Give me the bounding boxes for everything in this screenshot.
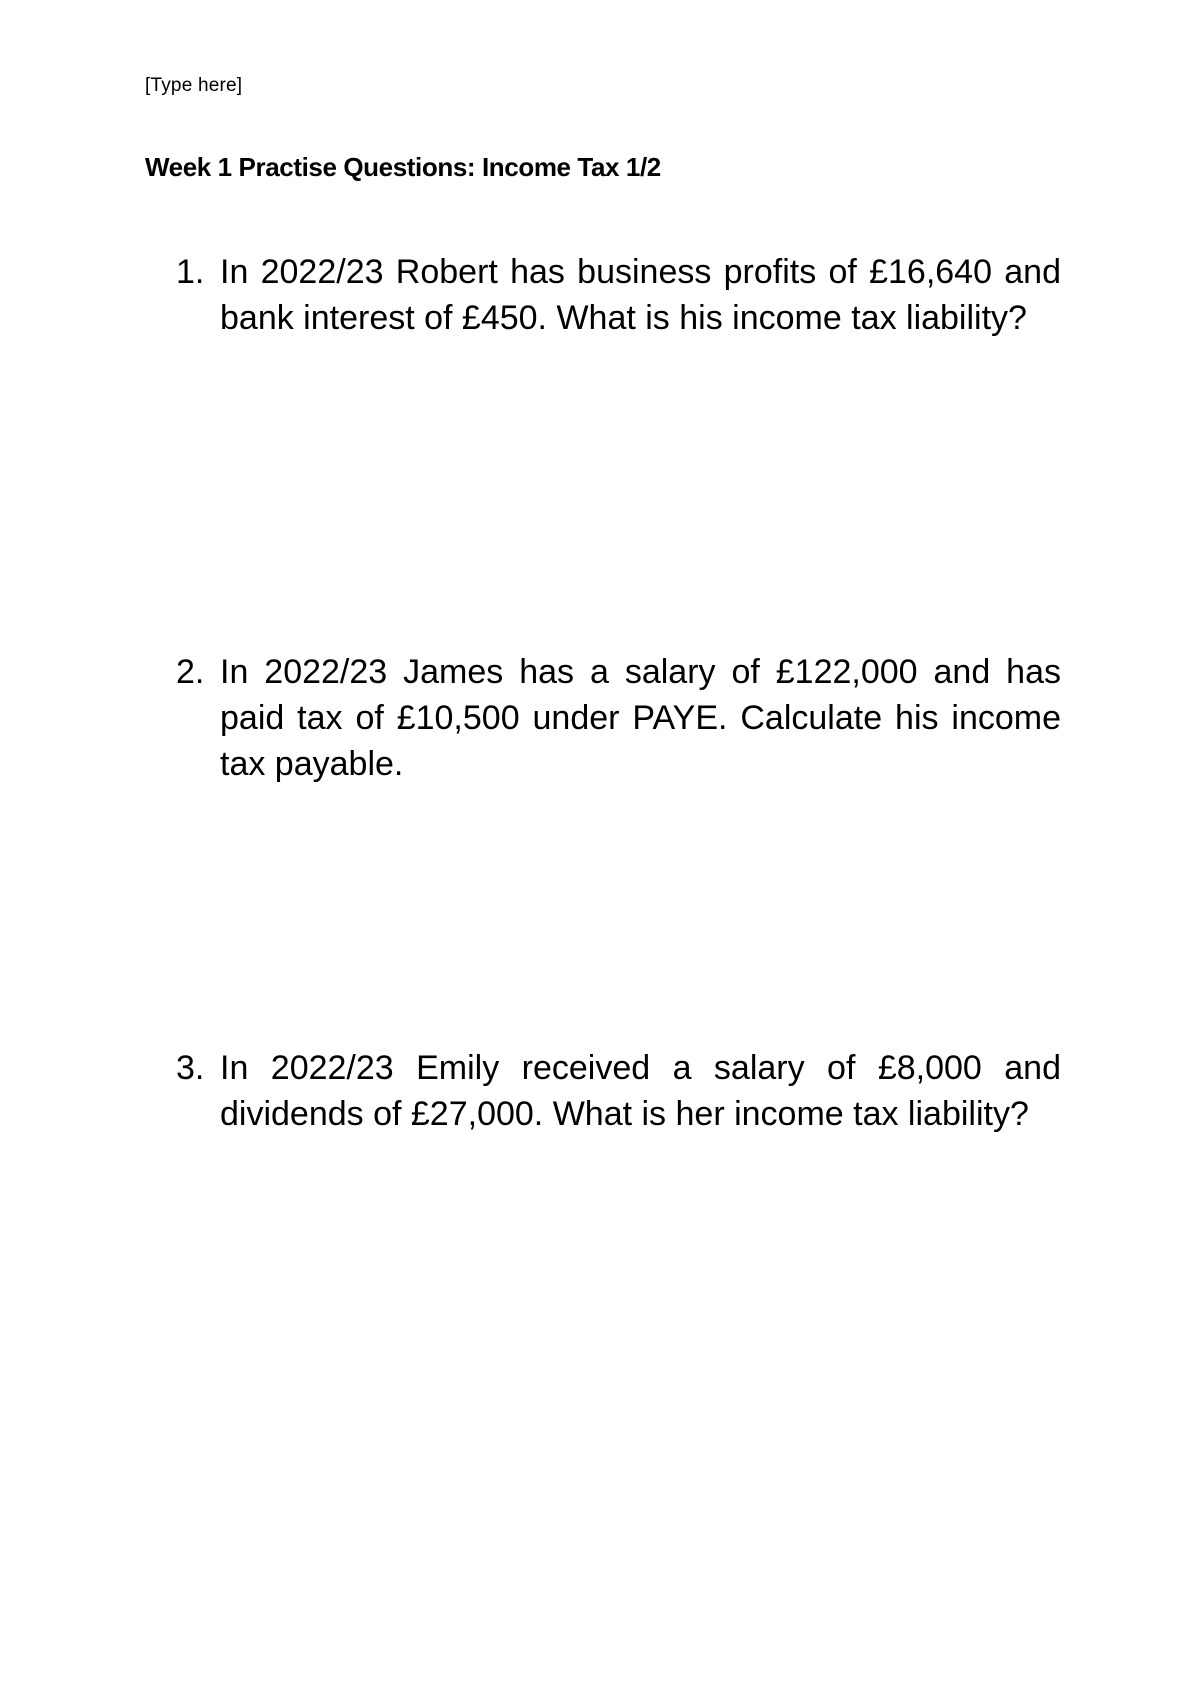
question-item (176, 249, 1061, 341)
question-number: 2. (176, 653, 205, 691)
question-text: In 2022/23 James has a salary of £122,000 and has paid tax of £10,500 under PAYE. Calculate his income tax payable. (220, 653, 1061, 783)
header-placeholder: [Type here] (145, 75, 243, 96)
page-title: Week 1 Practise Questions: Income Tax 1/2 (145, 152, 661, 182)
question-item (176, 649, 1061, 787)
question-number: 3. (176, 1049, 205, 1087)
question-text: In 2022/23 Robert has business profits of £16,640 and bank interest of £450. What is his income tax liability? (220, 253, 1061, 337)
question-item (176, 1045, 1061, 1137)
question-text: In 2022/23 Emily received a salary of £8,000 and dividends of £27,000. What is her income tax liability? (220, 1049, 1061, 1133)
question-number: 1. (176, 253, 205, 291)
